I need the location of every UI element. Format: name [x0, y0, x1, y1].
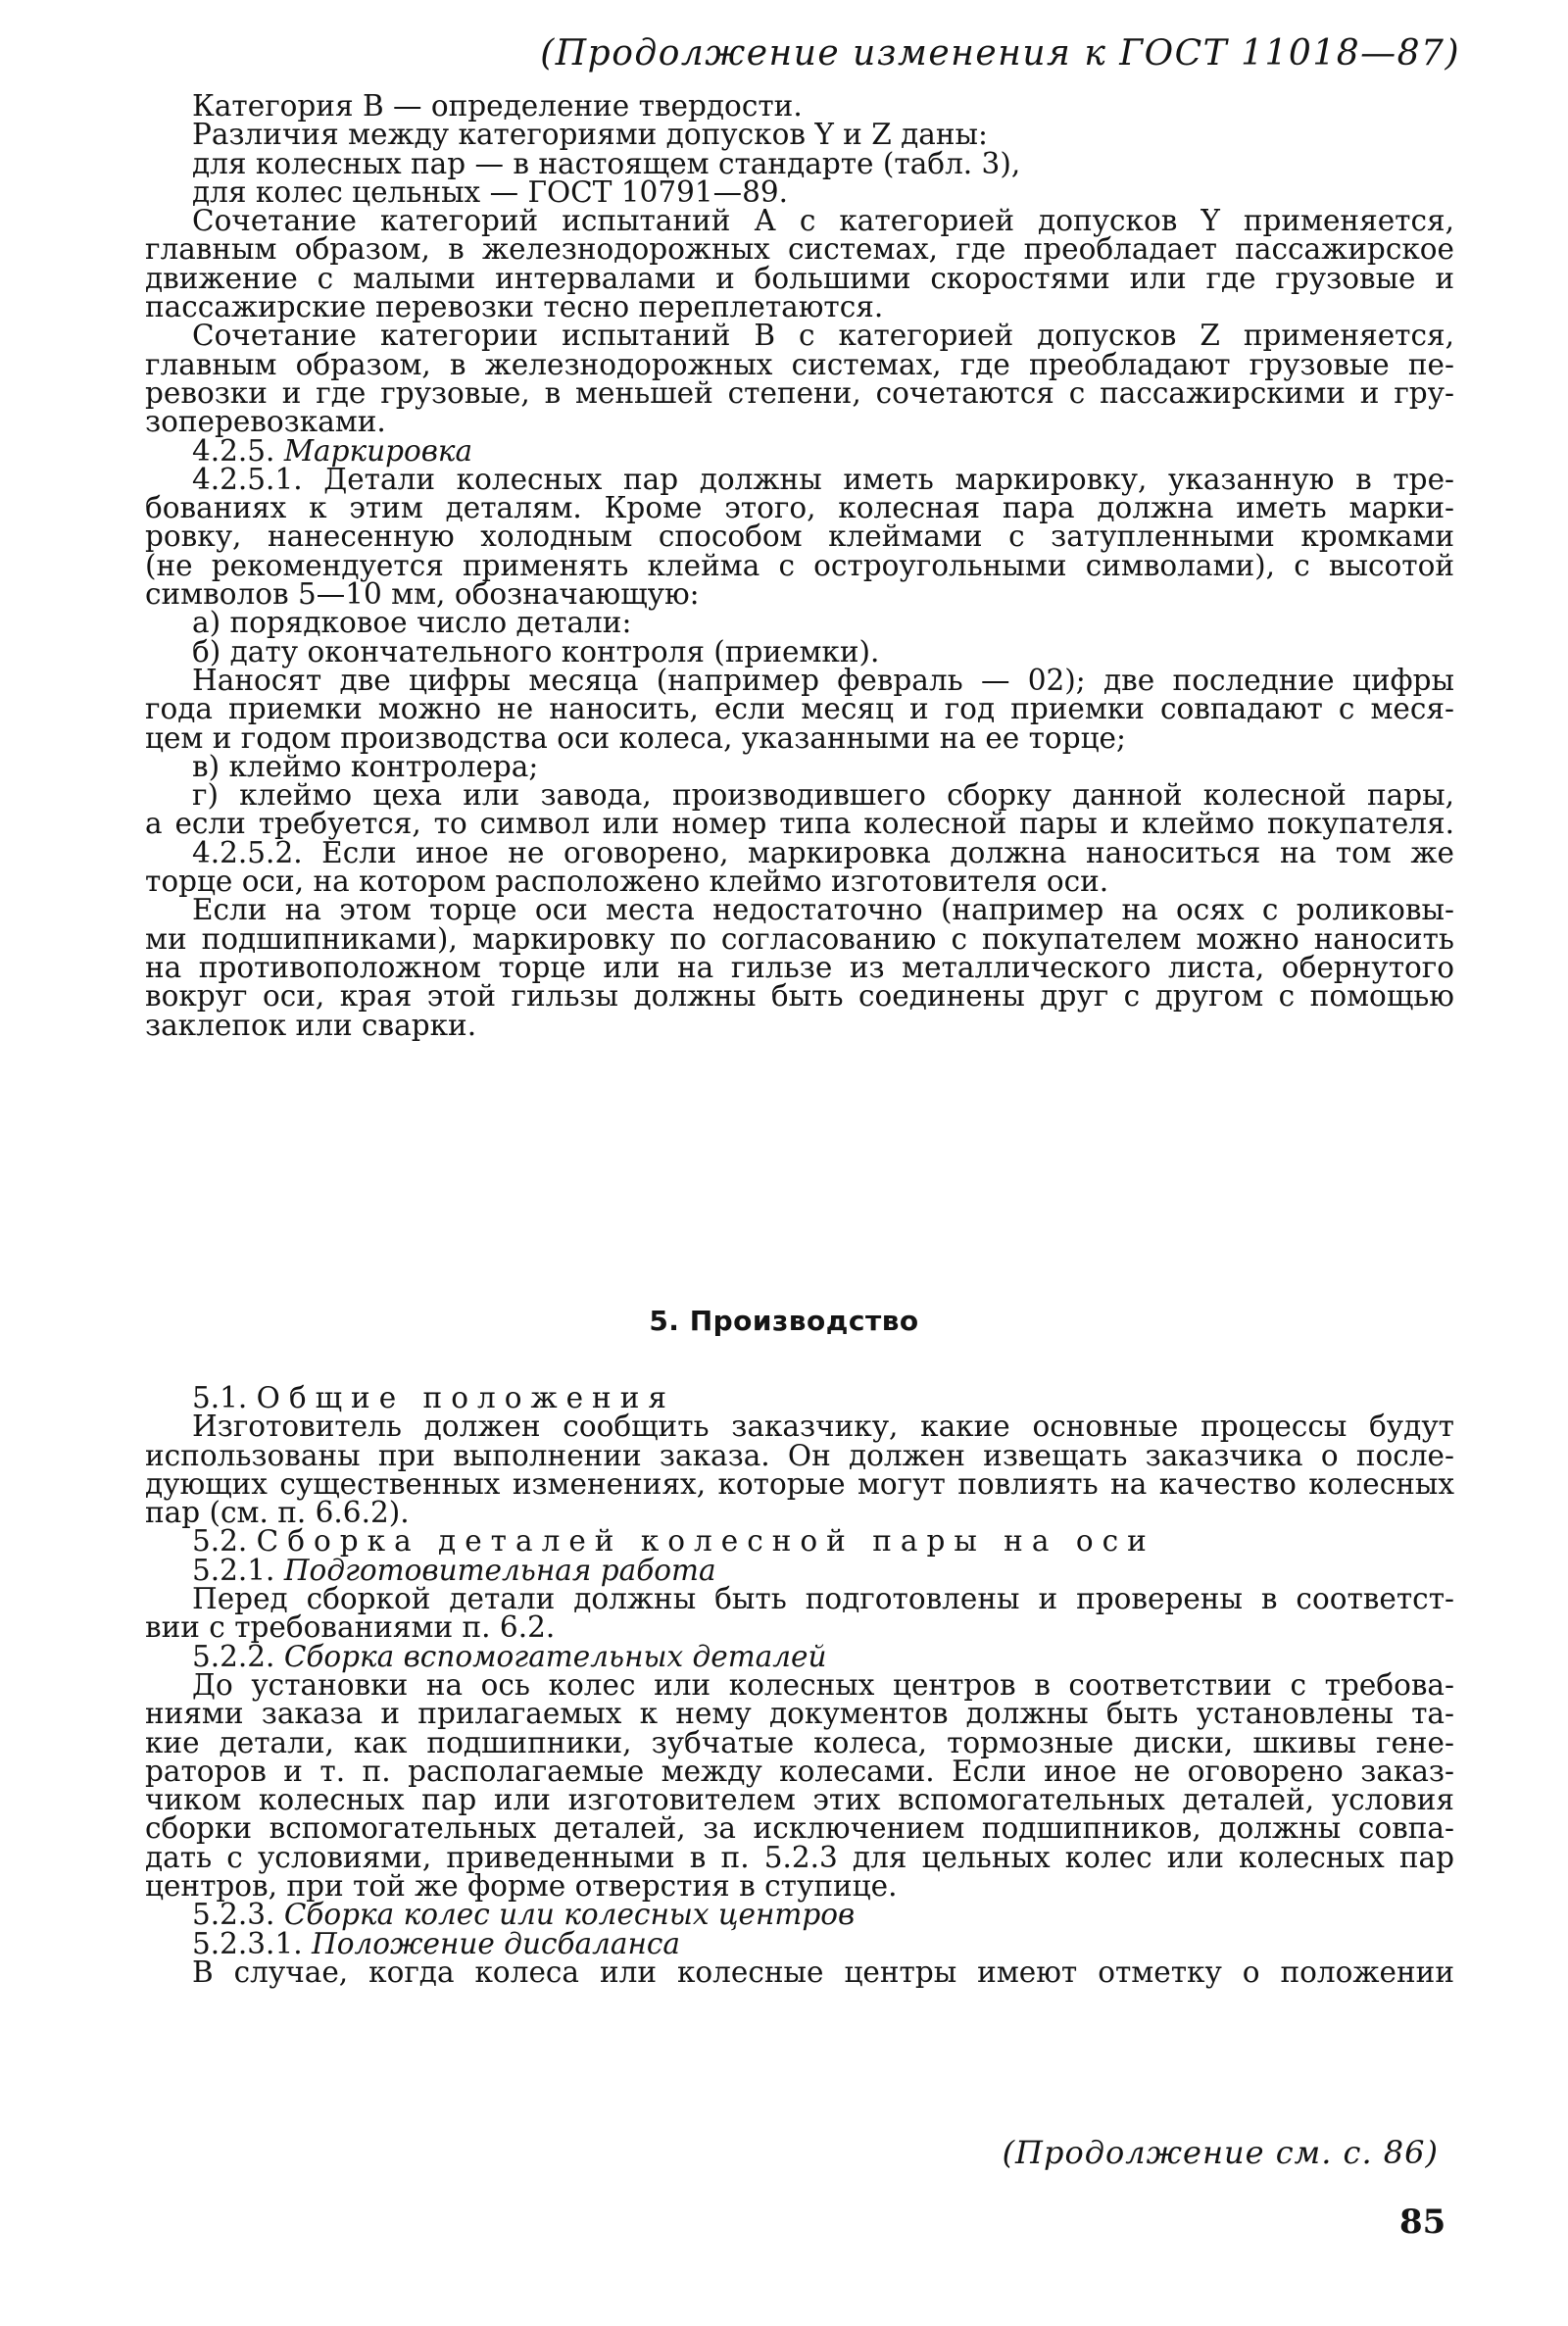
text-line: на противоположном торце или на гильзе из металлического листа, обернутого	[145, 950, 1454, 984]
text-line: 4.2.5. Маркировка	[192, 433, 473, 468]
text-line: Категория В — определение твердости.	[192, 89, 803, 123]
text-line: ми подшипниками), маркировку по согласованию с покупателем можно наносить	[145, 921, 1454, 956]
lower-text-block	[145, 1381, 1454, 1989]
text-line: (не рекомендуется применять клейма с остроугольными символами), с высотой	[145, 548, 1454, 582]
text-line: До установки на ось колес или колесных центров в соответствии с требова-	[192, 1667, 1454, 1702]
text-line: а если требуется, то символ или номер типа колесной пары и клеймо покупателя.	[145, 807, 1454, 841]
text-line: 5.2.3.1. Положение дисбаланса	[192, 1926, 680, 1960]
text-line: Наносят две цифры месяца (например февраль — 02); две последние цифры	[192, 663, 1454, 697]
text-line: чиком колесных пар или изготовителем этих вспомогательных деталей, условия	[145, 1783, 1454, 1817]
text-line: Сочетание категории испытаний В с категорией допусков Z применяется,	[192, 319, 1454, 353]
text-line: пар (см. п. 6.6.2).	[145, 1496, 410, 1530]
text-line: символов 5—10 мм, обозначающую:	[145, 577, 700, 612]
text-line: центров, при той же форме отверстия в ступице.	[145, 1869, 898, 1904]
text-line: г) клеймо цеха или завода, производившего сборку данной колесной пары,	[192, 778, 1454, 813]
text-line: Перед сборкой детали должны быть подготовлены и проверены в соответст-	[192, 1582, 1454, 1616]
text-line: бованиях к этим деталям. Кроме этого, колесная пара должна иметь марки-	[145, 491, 1454, 525]
text-line: раторов и т. п. располагаемые между колесами. Если иное не оговорено заказ-	[145, 1754, 1454, 1788]
text-line: главным образом, в железнодорожных системах, где преобладают грузовые пе-	[145, 347, 1454, 381]
text-line: пассажирские перевозки тесно переплетаются.	[145, 290, 884, 324]
text-line: года приемки можно не наносить, если месяц и год приемки совпадают с меся-	[145, 692, 1454, 726]
footer-continuation: (Продолжение см. с. 86)	[1002, 2134, 1439, 2171]
text-line: движение с малыми интервалами и большими скоростями или где грузовые и	[145, 261, 1454, 295]
text-line: цем и годом производства оси колеса, указанными на ее торце;	[145, 720, 1126, 755]
text-line: 5.2.2. Сборка вспомогательных деталей	[192, 1639, 827, 1673]
text-line: В случае, когда колеса или колесные центры имеют отметку о положении	[192, 1955, 1454, 1989]
text-line: Если на этом торце оси места недостаточно (например на осях с роликовы-	[192, 893, 1454, 927]
text-line: для колес цельных — ГОСТ 10791—89.	[192, 174, 789, 209]
text-line: кие детали, как подшипники, зубчатые колеса, тормозные диски, шкивы гене-	[145, 1725, 1454, 1759]
text-line: дать с условиями, приведенными в п. 5.2.3 для цельных колес или колесных пар	[145, 1840, 1454, 1874]
text-line: зоперевозками.	[145, 405, 386, 439]
text-line: 4.2.5.2. Если иное не оговорено, маркировка должна наноситься на том же	[192, 835, 1454, 869]
text-line: 5.2. Сборка деталей колесной пары на оси	[192, 1524, 1155, 1559]
text-line: 5.2.3. Сборка колес или колесных центров	[192, 1898, 856, 1932]
text-line: дующих существенных изменениях, которые могут повлиять на качество колесных	[145, 1466, 1454, 1501]
text-line: Сочетание категорий испытаний А с категорией допусков Y применяется,	[192, 204, 1454, 238]
upper-text-block	[145, 89, 1454, 1042]
text-line: Изготовитель должен сообщить заказчику, какие основные процессы будут	[192, 1410, 1454, 1444]
text-line: использованы при выполнении заказа. Он должен извещать заказчика о после-	[145, 1438, 1454, 1472]
text-line: торце оси, на котором расположено клеймо изготовителя оси.	[145, 865, 1109, 899]
text-line: заклепок или сварки.	[145, 1008, 477, 1042]
text-line: 4.2.5.1. Детали колесных пар должны иметь маркировку, указанную в тре-	[192, 462, 1454, 496]
text-line: 5.1. Общие положения	[192, 1381, 675, 1414]
text-line: ниями заказа и прилагаемых к нему документов должны быть установлены та-	[145, 1697, 1454, 1731]
text-line: ревозки и где грузовые, в меньшей степени, сочетаются с пассажирскими и гру-	[145, 375, 1454, 410]
text-line: 5.2.1. Подготовительная работа	[192, 1553, 716, 1587]
section-title: 5. Производство	[649, 1305, 919, 1337]
text-line: а) порядковое число детали:	[192, 606, 632, 640]
page-header-continuation: (Продолжение изменения к ГОСТ 11018—87)	[540, 33, 1460, 74]
text-line: ровку, нанесенную холодным способом клеймами с затупленными кромками	[145, 520, 1454, 554]
text-line: сборки вспомогательных деталей, за исключением подшипников, должны совпа-	[145, 1811, 1454, 1846]
text-line: вии с требованиями п. 6.2.	[145, 1610, 556, 1645]
text-line: главным образом, в железнодорожных системах, где преобладает пассажирское	[145, 232, 1454, 267]
text-line: вокруг оси, края этой гильзы должны быть соединены друг с другом с помощью	[145, 979, 1454, 1014]
text-line: для колесных пар — в настоящем стандарте (табл. 3),	[192, 146, 1021, 180]
page-number: 85	[1399, 2202, 1446, 2242]
text-line: б) дату окончательного контроля (приемки).	[192, 634, 880, 668]
text-line: в) клеймо контролера;	[192, 749, 539, 783]
text-line: Различия между категориями допусков Y и Z даны:	[192, 118, 988, 152]
